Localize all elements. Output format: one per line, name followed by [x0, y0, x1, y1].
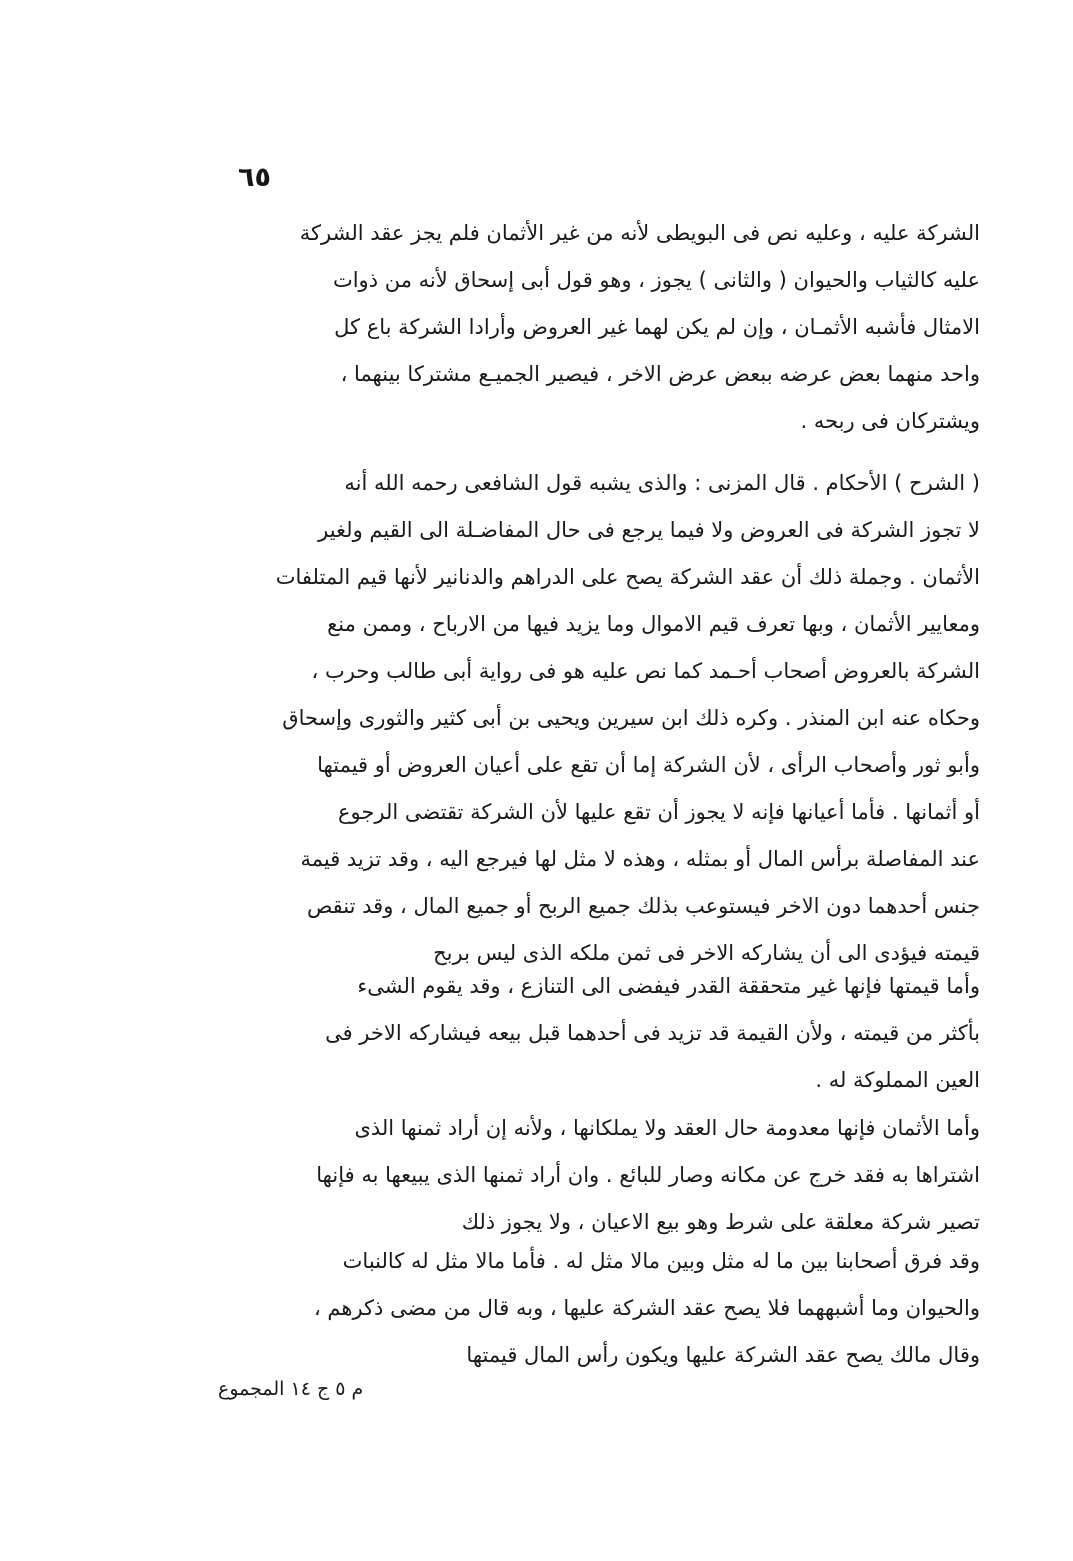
- paragraph-2: [212, 460, 980, 977]
- text-line: وأبو ثور وأصحاب الرأى ، لأن الشركة إما أن تقع على أعيان العروض أو قيمتها: [317, 753, 980, 777]
- text-line: وقد فرق أصحابنا بين ما له مثل وبين مالا مثل له . فأما مالا مثل له كالنبات: [342, 1249, 980, 1273]
- text-line: بأكثر من قيمته ، ولأن القيمة قد تزيد فى أحدهما قبل بيعه فيشاركه الاخر فى: [325, 1021, 980, 1045]
- text-line: أو أثمانها . فأما أعيانها فإنه لا يجوز أن تقع عليها لأن الشركة تقتضى الرجوع: [338, 800, 980, 824]
- text-line: لا تجوز الشركة فى العروض ولا فيما يرجع فى حال المفاضـلة الى القيم ولغير: [318, 518, 980, 542]
- text-line: ومعايير الأثمان ، وبها تعرف قيم الاموال وما يزيد فيها من الارباح ، وممن منع: [327, 612, 980, 636]
- text-line: وحكاه عنه ابن المنذر . وكره ذلك ابن سيرين ويحيى بن أبى كثير والثورى وإسحاق: [282, 706, 980, 730]
- text-line: عليه كالثياب والحيوان ( والثانى ) يجوز ، وهو قول أبى إسحاق لأنه من ذوات: [332, 268, 980, 292]
- text-line: وأما قيمتها فإنها غير متحققة القدر فيفضى الى التنازع ، وقد يقوم الشىء: [357, 974, 980, 998]
- text-line: العين المملوكة له .: [815, 1068, 980, 1092]
- text-line: الشركة عليه ، وعليه نص فى البويطى لأنه من غير الأثمان فلم يجز عقد الشركة: [299, 221, 980, 245]
- text-line: الشركة بالعروض أصحاب أحـمد كما نص عليه هو فى رواية أبى طالب وحرب ،: [311, 659, 980, 683]
- page-number: ٦٥: [238, 162, 271, 193]
- paragraph-1: [212, 210, 980, 445]
- paragraph-4: [212, 1105, 980, 1246]
- text-line: جنس أحدهما دون الاخر فيستوعب بذلك جميع الربح أو جميع المال ، وقد تنقص: [306, 894, 980, 918]
- text-line: وأما الأثمان فإنها معدومة حال العقد ولا يملكانها ، ولأنه إن أراد ثمنها الذى: [354, 1116, 980, 1140]
- text-line: الأثمان . وجملة ذلك أن عقد الشركة يصح على الدراهم والدنانير لأنها قيم المتلفات: [275, 565, 980, 589]
- text-line: الامثال فأشبه الأثمـان ، وإن لم يكن لهما غير العروض وأرادا الشركة باع كل: [334, 315, 980, 339]
- text-line: واحد منهما بعض عرضه ببعض عرض الاخر ، فيصير الجميـع مشتركا بينهما ،: [340, 362, 980, 386]
- text-line: وقال مالك يصح عقد الشركة عليها ويكون رأس المال قيمتها: [466, 1343, 980, 1367]
- text-line: اشتراها به فقد خرج عن مكانه وصار للبائع . وان أراد ثمنها الذى يبيعها به فإنها: [316, 1163, 980, 1187]
- text-line: والحيوان وما أشبههما فلا يصح عقد الشركة عليها ، وبه قال من مضى ذكرهم ،: [313, 1296, 980, 1320]
- text-line: تصير شركة معلقة على شرط وهو بيع الاعيان ، ولا يجوز ذلك: [461, 1210, 980, 1234]
- text-line: ويشتركان فى ربحه .: [800, 409, 980, 433]
- page-footer: م ٥ ج ١٤ المجموع: [218, 1378, 364, 1400]
- paragraph-5: [212, 1238, 980, 1379]
- text-line: عند المفاصلة برأس المال أو بمثله ، وهذه لا مثل لها فيرجع اليه ، وقد تزيد قيمة: [300, 847, 980, 871]
- text-line: ( الشرح ) الأحكام . قال المزنى : والذى يشبه قول الشافعى رحمه الله أنه: [344, 471, 980, 495]
- text-line: قيمته فيؤدى الى أن يشاركه الاخر فى ثمن ملكه الذى ليس بربح: [433, 941, 980, 965]
- paragraph-3: [212, 963, 980, 1104]
